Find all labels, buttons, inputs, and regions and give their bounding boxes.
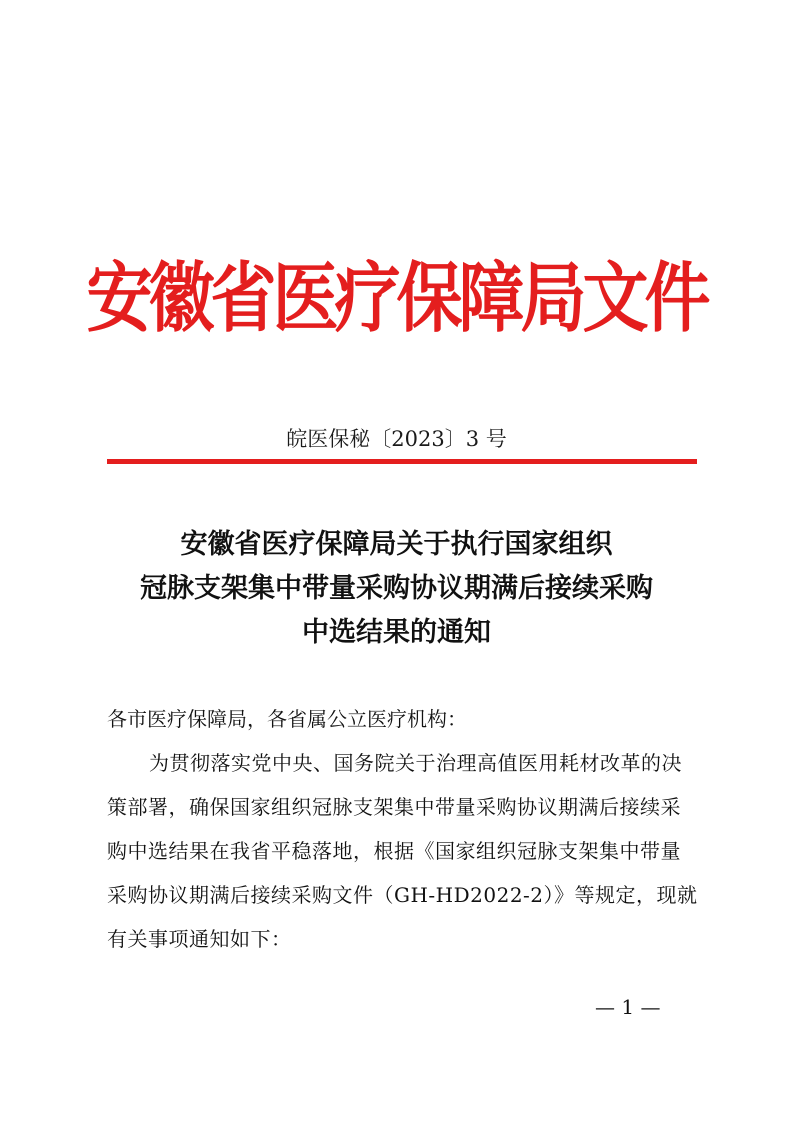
page-number: — 1 —	[595, 995, 661, 1019]
paragraph-line: 为贯彻落实党中央、国务院关于治理高值医用耗材改革的决	[149, 751, 682, 775]
document-number: 皖医保秘〔2023〕3 号	[286, 427, 507, 451]
issuing-authority-header: 安徽省医疗保障局文件	[86, 253, 707, 343]
title-line: 安徽省医疗保障局关于执行国家组织	[180, 529, 613, 560]
title-line: 中选结果的通知	[302, 617, 491, 648]
title-line: 冠脉支架集中带量采购协议期满后接续采购	[140, 573, 653, 604]
document-title	[0, 523, 793, 655]
document-body	[107, 697, 707, 961]
paragraph-line: 策部署，确保国家组织冠脉支架集中带量采购协议期满后接续采	[107, 795, 681, 819]
addressee-line: 各市医疗保障局，各省属公立医疗机构：	[107, 707, 467, 731]
red-separator-line	[107, 459, 697, 464]
paragraph-line: 有关事项通知如下：	[107, 927, 292, 951]
paragraph-line: 购中选结果在我省平稳落地，根据《国家组织冠脉支架集中带量	[107, 839, 681, 863]
paragraph-line: 采购协议期满后接续采购文件（GH-HD2022-2）》等规定，现就	[107, 883, 698, 907]
